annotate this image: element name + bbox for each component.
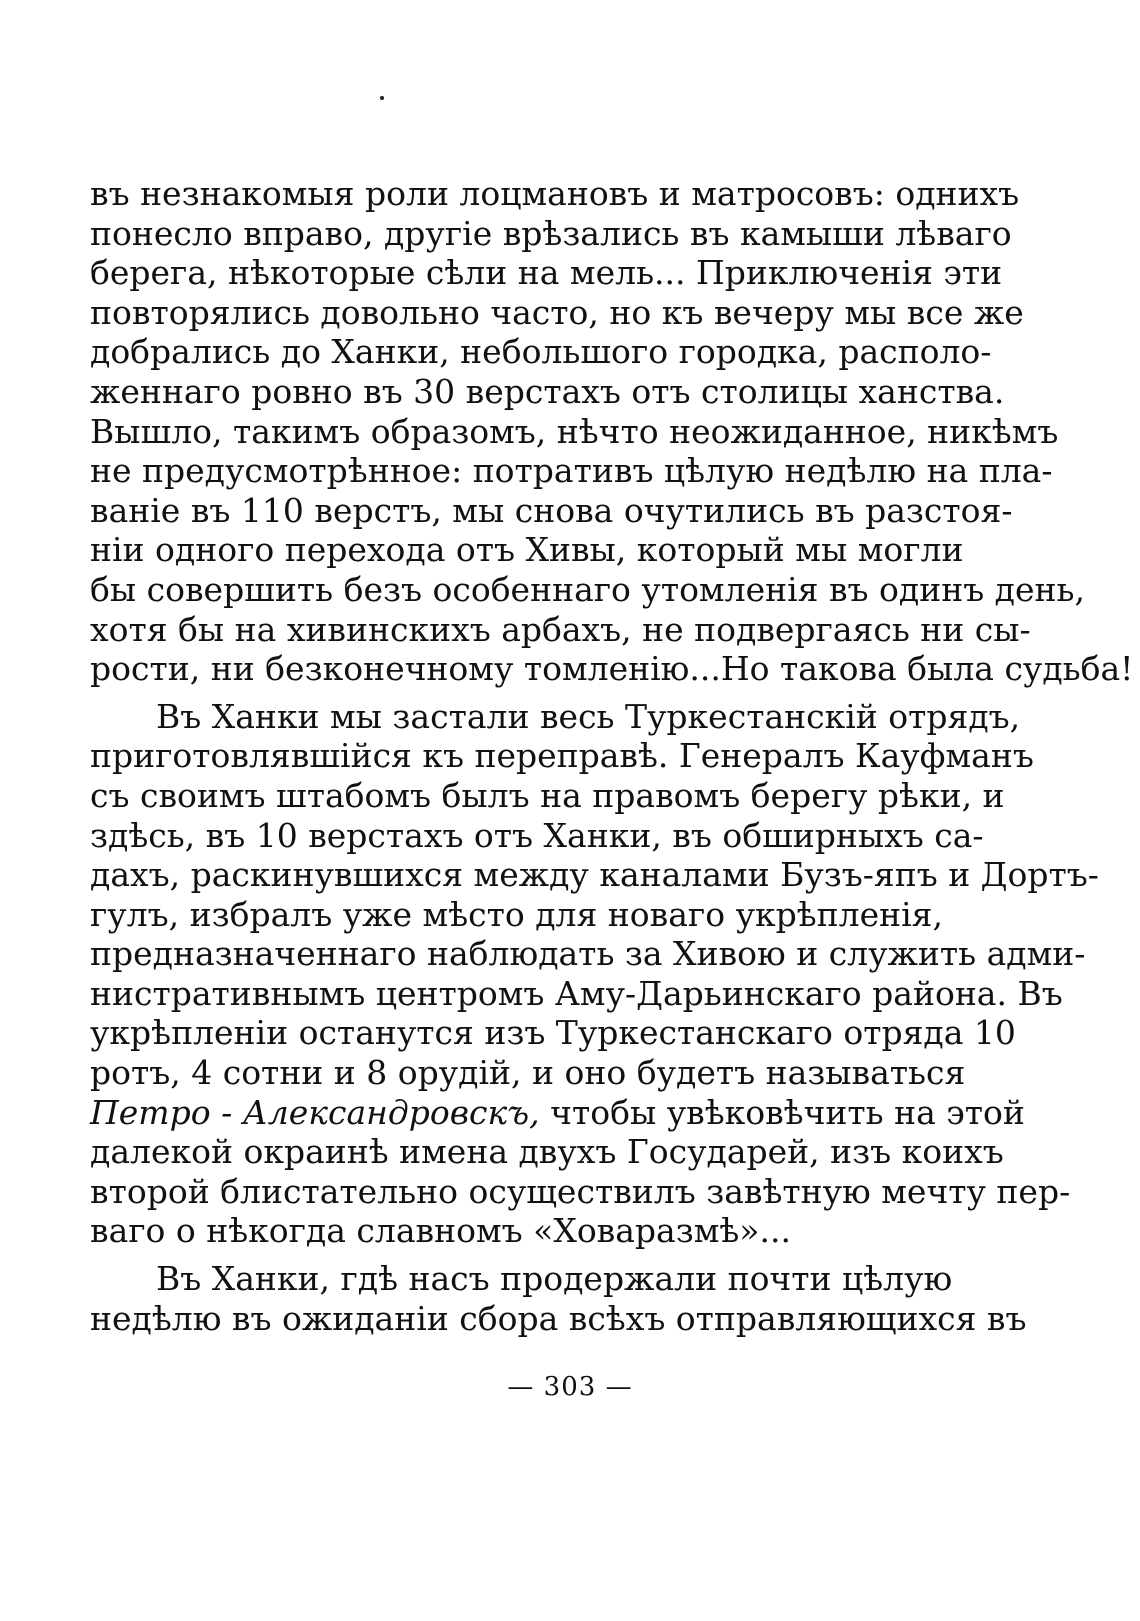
text-line: бы совершить безъ особеннаго утомленія въ одинъ день, — [90, 569, 1085, 609]
text-line-with-italic — [90, 1092, 1025, 1133]
text-line: берега, нѣкоторые сѣли на мель... Приключенія эти — [90, 253, 1003, 293]
text-line: повторялись довольно часто, но къ вечеру мы все же — [90, 292, 1024, 332]
text-line: далекой окраинѣ имена двухъ Государей, изъ коихъ — [90, 1132, 1004, 1172]
text-line: недѣлю въ ожиданіи сбора всѣхъ отправляющихся въ — [90, 1298, 1027, 1338]
text-line: нистративнымъ центромъ Аму-Дарьинскаго района. Въ — [90, 973, 1063, 1013]
text-line: хотя бы на хивинскихъ арбахъ, не подвергаясь ни сы- — [90, 609, 1031, 649]
ink-speck — [380, 96, 384, 100]
text-line: гулъ, избралъ уже мѣсто для новаго укрѣпленія, — [90, 894, 943, 934]
text-line: ваніе въ 110 верстъ, мы снова очутились въ разстоя- — [90, 490, 1013, 530]
page-number: — 303 — — [507, 1372, 633, 1402]
paragraph-end-line: рости, ни безконечному томленію...Но такова была судьба! — [90, 649, 1134, 689]
body-text — [90, 174, 1134, 1338]
text-line: дахъ, раскинувшихся между каналами Бузъ-япъ и Дортъ- — [90, 855, 1099, 895]
text-line: понесло вправо, другіе врѣзались въ камыши лѣваго — [90, 213, 1012, 253]
text-line: ніи одного перехода отъ Хивы, который мы могли — [90, 530, 964, 570]
text-line: здѣсь, въ 10 верстахъ отъ Ханки, въ обширныхъ са- — [90, 815, 984, 855]
text-line: второй блистательно осуществилъ завѣтную мечту пер- — [90, 1171, 1071, 1211]
text-line: въ незнакомыя роли лоцмановъ и матросовъ: однихъ — [90, 174, 1020, 213]
paragraph-end-line: ваго о нѣкогда славномъ «Ховаразмѣ»... — [90, 1211, 791, 1251]
text-line: ротъ, 4 сотни и 8 орудій, и оно будетъ называться — [90, 1053, 966, 1093]
text-line: укрѣпленіи останутся изъ Туркестанскаго отряда 10 — [90, 1013, 1016, 1053]
text-line: Вышло, такимъ образомъ, нѣчто неожиданное, никѣмъ — [90, 411, 1059, 451]
text-line: добрались до Ханки, небольшого городка, располо- — [90, 332, 992, 372]
text-line: не предусмотрѣнное: потративъ цѣлую недѣлю на пла- — [90, 451, 1053, 491]
text-line-rest: чтобы увѣковѣчить на этой — [550, 1092, 1025, 1132]
text-line: съ своимъ штабомъ былъ на правомъ берегу рѣки, и — [90, 775, 1005, 815]
text-line: предназначеннаго наблюдать за Хивою и служить адми- — [90, 934, 1086, 974]
paragraph-start-line: Въ Ханки мы застали весь Туркестанскій отрядъ, — [156, 696, 1021, 736]
text-line: приготовлявшійся къ переправѣ. Генералъ Кауфманъ — [90, 736, 1034, 776]
text-line: женнаго ровно въ 30 верстахъ отъ столицы ханства. — [90, 371, 1005, 411]
paragraph-start-line: Въ Ханки, гдѣ насъ продержали почти цѣлую — [156, 1259, 953, 1299]
italic-place-name: Петро - Александровскъ, — [90, 1092, 540, 1132]
